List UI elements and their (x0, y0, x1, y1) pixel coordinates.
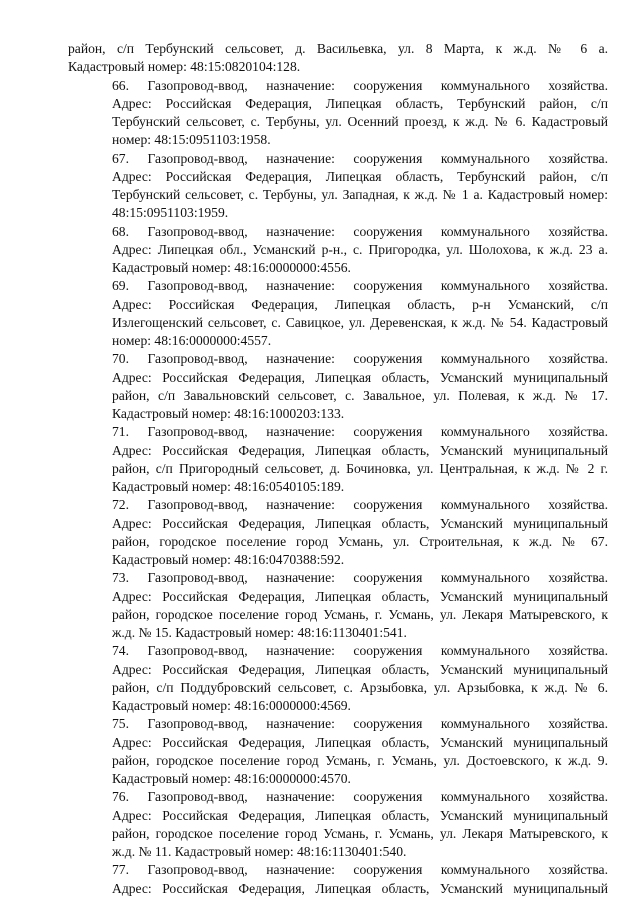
text-line: Кадастровый номер: 48:16:0540105:189. (112, 479, 345, 494)
text-line: Тербунский сельсовет, с. Тербуны, ул. Западная, к ж.д. № 1 а. Кадастровый номер: (112, 187, 608, 202)
text-line: район, городское поселение город Усмань, г. Усмань, ул. Лекаря Матыревского, к (112, 606, 608, 622)
list-item-paragraph (68, 350, 608, 423)
text-line: ж.д. № 11. Кадастровый номер: 48:16:1130401:540. (112, 844, 407, 859)
text-line: 66. Газопровод-ввод, назначение: сооружения коммунального хозяйства. (112, 77, 608, 93)
text-line: 74. Газопровод-ввод, назначение: сооружения коммунального хозяйства. (112, 643, 608, 659)
text-line: Излегощенский сельсовет, с. Савицкое, ул. Деревенская, к ж.д. № 54. Кадастровый (112, 314, 608, 330)
list-item-paragraph (68, 150, 608, 223)
text-line: 68. Газопровод-ввод, назначение: сооружения коммунального хозяйства. (112, 223, 608, 239)
text-line: Адрес: Российская Федерация, Липецкая область, Усманский муниципальный (112, 442, 608, 458)
text-line: 67. Газопровод-ввод, назначение: сооружения коммунального хозяйства. (112, 150, 608, 166)
text-line: район, с/п Тербунский сельсовет, д. Васильевка, ул. 8 Марта, к ж.д. № 6 а. (68, 41, 608, 56)
paragraph-continuation (68, 40, 608, 77)
text-line: ж.д. № 15. Кадастровый номер: 48:16:1130401:541. (112, 625, 407, 640)
text-line: номер: 48:15:0951103:1958. (112, 132, 271, 148)
text-line: район, с/п Пригородный сельсовет, д. Бочиновка, ул. Центральная, к ж.д. № 2 г. (112, 460, 608, 476)
list-item-paragraph (68, 569, 608, 642)
text-line: Адрес: Российская Федерация, Липецкая область, Тербунский район, с/п (112, 95, 608, 111)
text-line: Кадастровый номер: 48:16:0000000:4556. (112, 260, 351, 275)
text-line: Адрес: Липецкая обл., Усманский р-н., с. Пригородка, ул. Шолохова, к ж.д. 23 а. (112, 241, 608, 257)
text-line: 77. Газопровод-ввод, назначение: сооружения коммунального хозяйства. (112, 862, 608, 878)
text-line: район, с/п Завальновский сельсовет, с. Завальное, ул. Полевая, к ж.д. № 17. (112, 387, 608, 403)
text-line: Кадастровый номер: 48:16:1000203:133. (112, 406, 345, 421)
list-item-paragraph (68, 277, 608, 350)
text-line: 76. Газопровод-ввод, назначение: сооружения коммунального хозяйства. (112, 789, 608, 805)
text-line: Кадастровый номер: 48:16:0470388:592. (112, 552, 345, 567)
text-line: 69. Газопровод-ввод, назначение: сооружения коммунального хозяйства. (112, 278, 608, 294)
text-line: Адрес: Российская Федерация, Липецкая область, Усманский муниципальный (112, 880, 608, 896)
text-line: 73. Газопровод-ввод, назначение: сооружения коммунального хозяйства. (112, 570, 608, 586)
text-line: Адрес: Российская Федерация, Липецкая область, Тербунский район, с/п (112, 168, 608, 184)
text-line: 75. Газопровод-ввод, назначение: сооружения коммунального хозяйства. (112, 716, 608, 732)
text-line: район, городское поселение город Усмань, г. Усмань, ул. Достоевского, к ж.д. 9. (112, 752, 608, 768)
text-line: 72. Газопровод-ввод, назначение: сооружения коммунального хозяйства. (112, 497, 608, 513)
text-line: Кадастровый номер: 48:15:0820104:128. (68, 59, 301, 75)
list-item-paragraph (68, 223, 608, 278)
text-line: Адрес: Российская Федерация, Липецкая область, Усманский муниципальный (112, 588, 608, 604)
list-item-paragraph (68, 77, 608, 150)
text-line: Адрес: Российская Федерация, Липецкая область, Усманский муниципальный (112, 369, 608, 385)
text-line: 71. Газопровод-ввод, назначение: сооружения коммунального хозяйства. (112, 424, 608, 440)
text-line: Кадастровый номер: 48:16:0000000:4569. (112, 698, 351, 713)
text-line: Адрес: Российская Федерация, Липецкая область, Усманский муниципальный (112, 661, 608, 677)
list-item-paragraph (68, 496, 608, 569)
text-line: 48:15:0951103:1959. (112, 205, 229, 221)
text-line: 70. Газопровод-ввод, назначение: сооружения коммунального хозяйства. (112, 351, 608, 367)
list-item-paragraph (68, 642, 608, 715)
list-item-paragraph (68, 861, 608, 898)
text-line: район, городское поселение город Усмань, ул. Строительная, к ж.д. № 67. (112, 533, 608, 549)
list-item-paragraph (68, 715, 608, 788)
text-line: Кадастровый номер: 48:16:0000000:4570. (112, 771, 351, 786)
text-line: Тербунский сельсовет, с. Тербуны, ул. Осенний проезд, к ж.д. № 6. Кадастровый (112, 114, 608, 129)
text-line: Адрес: Российская Федерация, Липецкая область, Усманский муниципальный (112, 807, 608, 823)
document-body (68, 40, 608, 898)
text-line: Адрес: Российская Федерация, Липецкая область, Усманский муниципальный (112, 734, 608, 750)
list-item-paragraph (68, 788, 608, 861)
list-item-paragraph (68, 423, 608, 496)
text-line: Адрес: Российская Федерация, Липецкая область, р-н Усманский, с/п (112, 296, 608, 312)
text-line: Адрес: Российская Федерация, Липецкая область, Усманский муниципальный (112, 515, 608, 531)
text-line: район, городское поселение город Усмань, г. Усмань, ул. Лекаря Матыревского, к (112, 825, 608, 841)
text-line: район, с/п Поддубровский сельсовет, с. Арзыбовка, ул. Арзыбовка, к ж.д. № 6. (112, 679, 608, 695)
text-line: номер: 48:16:0000000:4557. (112, 333, 272, 348)
